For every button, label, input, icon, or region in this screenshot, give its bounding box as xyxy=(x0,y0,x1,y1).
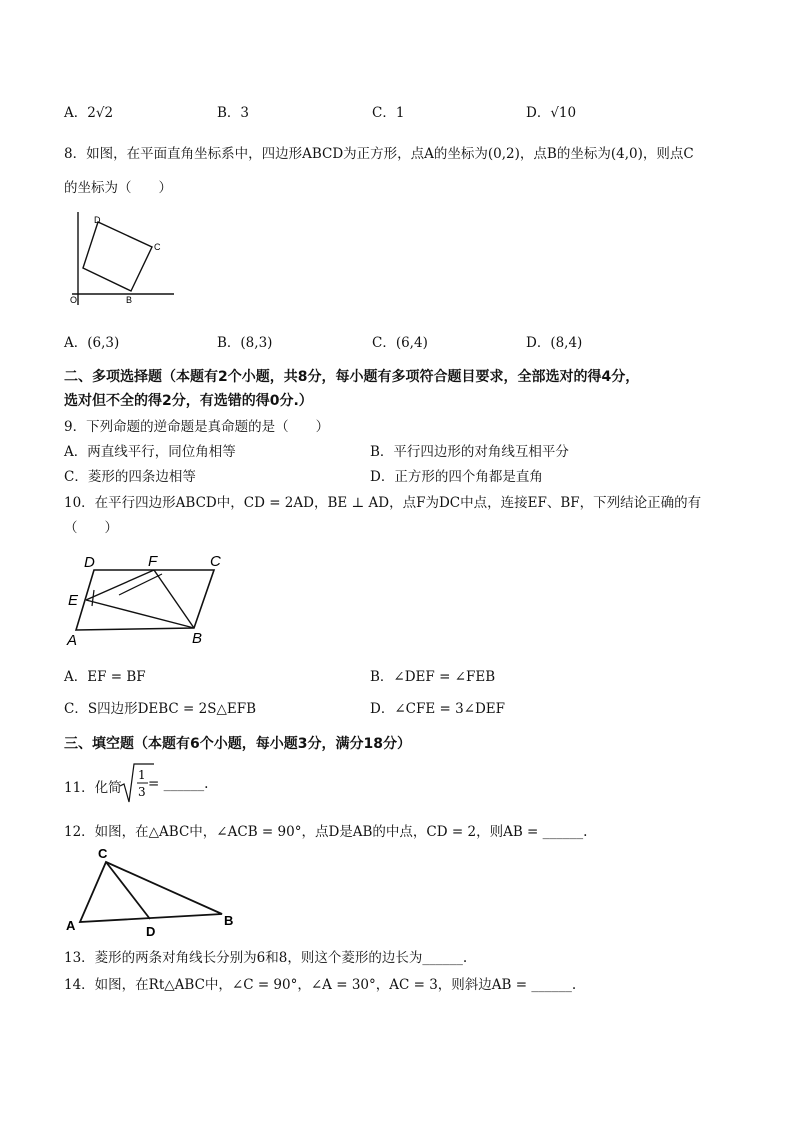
q12-triangle xyxy=(80,862,222,922)
q10-stem-line2: （ ） xyxy=(64,520,118,536)
q7-option-a: A．2√2 xyxy=(64,105,114,121)
section3-title: 三、填空题（本题有6个小题，每小题3分，满分18分） xyxy=(64,736,411,752)
q7-option-b: B．3 xyxy=(217,105,250,121)
q10-label-f: F xyxy=(148,553,158,570)
q12-median-cd xyxy=(106,862,150,919)
q11-denominator: 3 xyxy=(138,785,146,799)
q10-label-c: C xyxy=(210,553,221,570)
q8-stem-line2: 的坐标为（ ） xyxy=(64,180,172,196)
q8-label-c: C xyxy=(154,242,161,252)
q8-label-d: D xyxy=(94,215,101,225)
q8-option-a: A．(6,3) xyxy=(64,335,120,351)
q10-label-b: B xyxy=(192,630,203,647)
q10-label-a: A xyxy=(67,632,78,649)
q9-option-a: A．两直线平行，同位角相等 xyxy=(64,444,236,460)
q10-option-d: D．∠CFE = 3∠DEF xyxy=(370,701,506,717)
q10-option-a: A．EF = BF xyxy=(64,669,146,685)
q12-stem: 12．如图，在△ABC中，∠ACB = 90°，点D是AB的中点，CD = 2，则AB = ______. xyxy=(64,824,588,840)
q12-label-b: B xyxy=(224,913,234,928)
q11-answer-blank: = ______. xyxy=(148,776,209,792)
q8-option-d: D．(8,4) xyxy=(526,335,583,351)
q9-option-d: D．正方形的四个角都是直角 xyxy=(370,469,543,485)
q10-segment-ef xyxy=(86,570,154,600)
q8-stem-line1: 8．如图，在平面直角坐标系中，四边形ABCD为正方形，点A的坐标为(0,2)，点B的坐标为(4,0)，则点C xyxy=(64,146,694,162)
q11-prefix: 11．化简 xyxy=(64,780,122,796)
q12-label-c: C xyxy=(98,846,108,861)
q8-square xyxy=(83,222,152,291)
q10-option-b: B．∠DEF = ∠FEB xyxy=(370,669,496,685)
q10-stem-line1: 10．在平行四边形ABCD中，CD = 2AD，BE ⊥ AD，点F为DC中点，连接EF、BF，下列结论正确的有 xyxy=(64,495,702,511)
section2-title-line2: 选对但不全的得2分，有选错的得0分.） xyxy=(64,393,313,409)
q10-label-e: E xyxy=(68,592,79,609)
q8-label-o: O xyxy=(70,295,78,305)
q12-label-a: A xyxy=(66,918,76,933)
q7-option-d: D．√10 xyxy=(526,105,577,121)
section2-title-line1: 二、多项选择题（本题有2个小题，共8分，每小题有多项符合题目要求，全部选对的得4分， xyxy=(64,369,640,385)
q8-option-b: B．(8,3) xyxy=(217,335,273,351)
q8-option-c: C．(6,4) xyxy=(372,335,428,351)
q7-option-c: C．1 xyxy=(372,105,405,121)
q9-option-b: B．平行四边形的对角线互相平分 xyxy=(370,444,569,460)
q10-extra-stroke xyxy=(119,574,162,595)
q10-label-d: D xyxy=(84,554,95,571)
q10-figure xyxy=(64,550,244,650)
q9-option-c: C．菱形的四条边相等 xyxy=(64,469,196,485)
q8-label-b: B xyxy=(126,295,133,305)
q14-stem: 14．如图，在Rt△ABC中，∠C = 90°，∠A = 30°，AC = 3，则斜边AB = ______. xyxy=(64,977,577,993)
q12-label-d: D xyxy=(146,924,156,939)
q10-option-c: C．S四边形DEBC = 2S△EFB xyxy=(64,701,257,717)
q10-parallelogram xyxy=(76,570,214,630)
q12-figure xyxy=(64,843,244,939)
q10-tick-e xyxy=(92,590,94,606)
q8-figure xyxy=(62,210,182,310)
q11-numerator: 1 xyxy=(138,768,146,782)
q13-stem: 13．菱形的两条对角线长分别为6和8，则这个菱形的边长为______. xyxy=(64,950,468,966)
q9-stem: 9．下列命题的逆命题是真命题的是（ ） xyxy=(64,419,330,435)
